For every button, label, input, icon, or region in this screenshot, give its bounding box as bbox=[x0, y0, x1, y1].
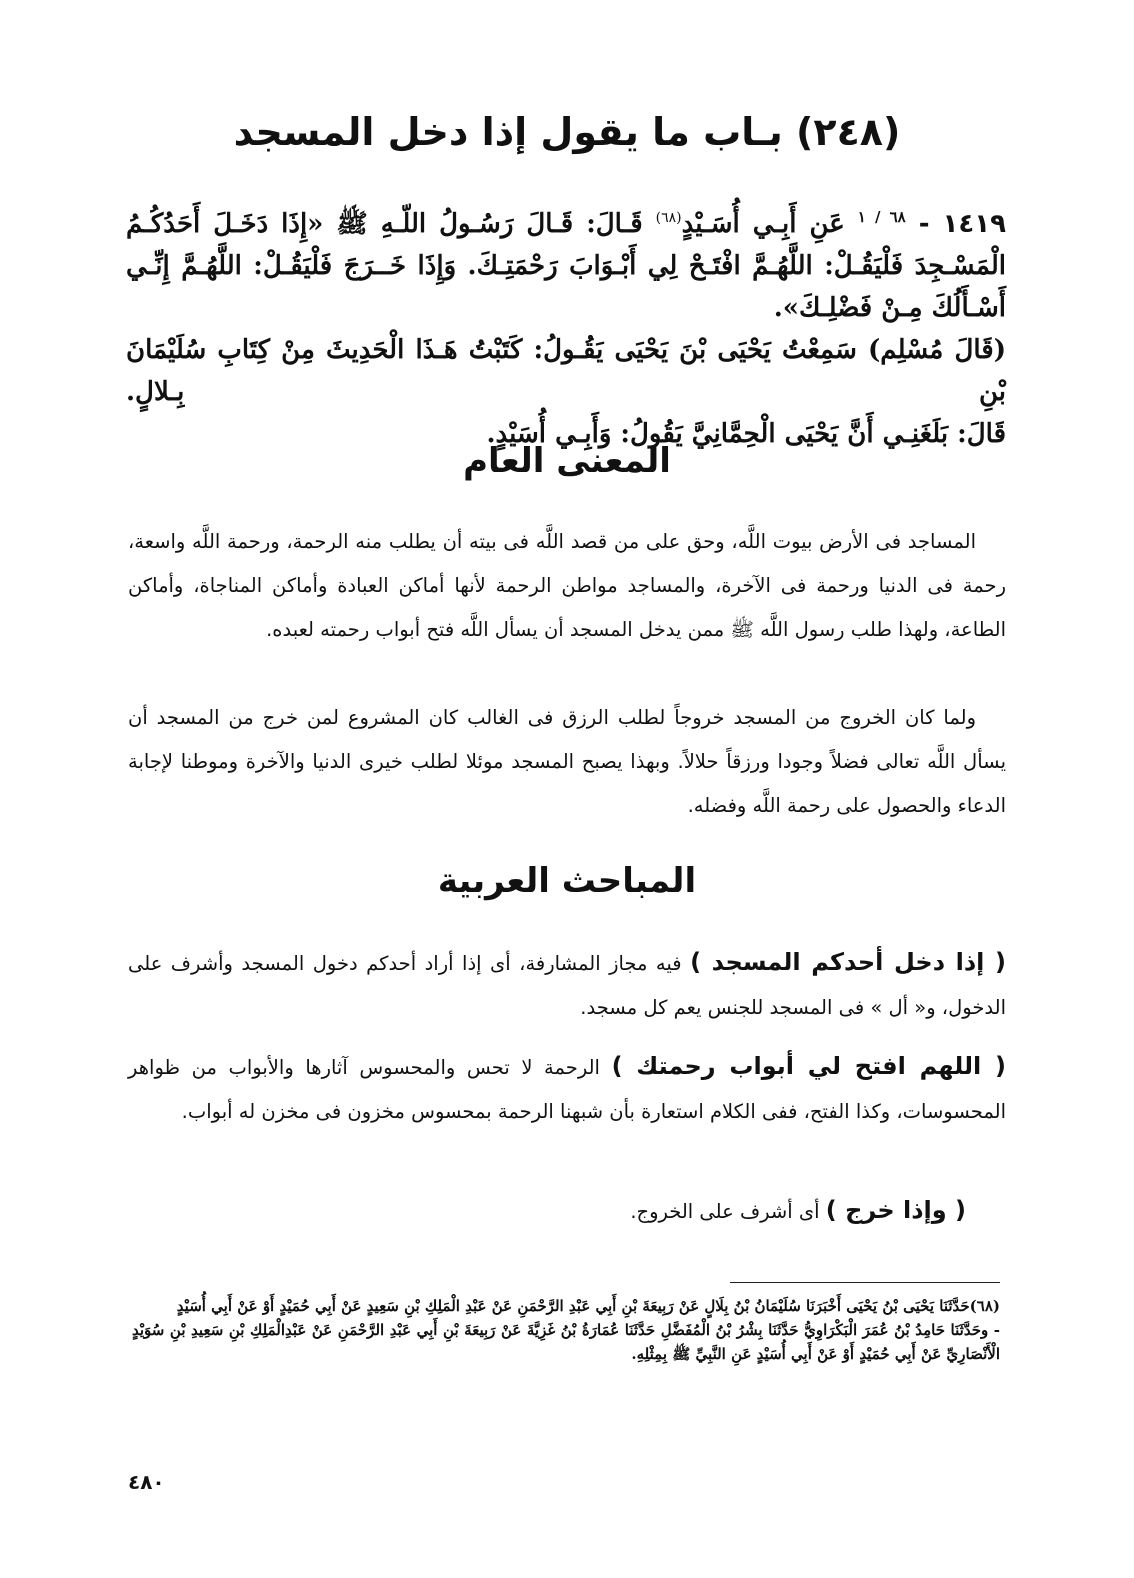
lemma-text: الرحمة لا تحس والمحسوس آثارها والأبواب من ظواهر المحسوسات، وكذا الفتح، ففى الكلام استعارة بأن شبهنا الرحمة بمحسوس مخزون فى مخزن له أبواب. bbox=[128, 1056, 1006, 1123]
lemma-1 bbox=[128, 940, 1006, 1030]
footnote-68: (٦٨)حَدَّثَنَا يَحْيَى بْنُ يَحْيَى أَخْبَرَنَا سُلَيْمَانُ بْنُ بِلَالٍ عَنْ رَبِيعَةَ بْنِ أَبِي عَبْدِ الرَّحْمَنِ عَنْ عَبْدِ الْمَلِكِ بْنِ سَعِيدٍ عَنْ أَبِي حُمَيْدٍ أَوْ عَنْ أَبِي أُسَيْدٍ bbox=[176, 1297, 1000, 1315]
lemma-3 bbox=[128, 1188, 966, 1234]
hadith-text-1: عَنِ أَبِـي أُسَـيْدٍ bbox=[681, 209, 845, 239]
hadith-block bbox=[126, 196, 1006, 455]
hadith-text-1b: قَـالَ: قَـالَ رَسُـولُ اللّـهِ ﷺ «إِذَا دَخَـلَ أَحَدُكُـمُ الْمَسْـجِدَ فَلْيَقُـلْ: اللَّهُـمَّ افْتَـحْ لِي أَبْـوَابَ رَحْمَتِـكَ. وَإِذَا خَــرَجَ فَلْيَقُـلْ: اللَّهُـمَّ إِنِّـي أَسْـأَلُكَ مِـنْ فَضْلِـكَ». bbox=[126, 209, 1006, 323]
chapter-title: (٢٤٨) بـاب ما يقول إذا دخل المسجد bbox=[233, 110, 901, 154]
hadith-text-3: قَالَ: بَلَغَنِـي أَنَّ يَحْيَى الْحِمَّانِيَّ يَقُولُ: وَأَبِـي أُسَيْدٍ. bbox=[486, 419, 1006, 449]
hadith-fraction: ٦٨ / ١ bbox=[857, 208, 906, 226]
hadith-number: ١٤١٩ - bbox=[918, 209, 1006, 239]
footnotes bbox=[132, 1294, 1000, 1366]
lemma-text: فيه مجاز المشارفة، أى إذا أراد أحدكم دخول المسجد وأشرف على الدخول، و« أل » فى المسجد للجنس يعم كل مسجد. bbox=[128, 952, 1006, 1019]
section-title-arabic-topics: المباحث العربية bbox=[437, 861, 697, 901]
lemma-text: أى أشرف على الخروج. bbox=[630, 1200, 826, 1223]
section-title-general-meaning: المعنى العام bbox=[463, 441, 671, 481]
lemma-2 bbox=[128, 1044, 1006, 1134]
page-number: ٤٨٠ bbox=[128, 1470, 165, 1494]
paragraph-2: ولما كان الخروج من المسجد خروجاً لطلب الرزق فى الغالب كان المشروع لمن خرج من المسجد أن يسأل اللَّه تعالى فضلاً وجودا ورزقاً حلالاً. وبهذا يصبح المسجد موئلا لطلب خيرى الدنيا والآخرة وموطنا لإجابة الدعاء والحصول على رحمة اللَّه وفضله. bbox=[128, 706, 1006, 817]
lemma-term: ( اللهم افتح لي أبواب رحمتك ) bbox=[611, 1052, 1007, 1080]
footnote-divider bbox=[730, 1282, 1000, 1283]
lemma-term: ( وإذا خرج ) bbox=[825, 1196, 966, 1224]
lemma-term: ( إذا دخل أحدكم المسجد ) bbox=[690, 948, 1006, 976]
footnote-reference[interactable]: (٦٨) bbox=[655, 210, 682, 226]
paragraph-1: المساجد فى الأرض بيوت اللَّه، وحق على من قصد اللَّه فى بيته أن يطلب منه الرحمة، ورحمة اللَّه واسعة، رحمة فى الدنيا ورحمة فى الآخرة، والمساجد مواطن الرحمة لأنها أماكن العبادة وأماكن المناجاة، وأماكن الطاعة، ولهذا طلب رسول اللَّه ﷺ ممن يدخل المسجد أن يسأل اللَّه فتح أبواب رحمته لعبده. bbox=[128, 530, 1006, 641]
hadith-text-2: (قَالَ مُسْلِم) سَمِعْتُ يَحْيَى بْنَ يَحْيَى يَقُـولُ: كَتَبْتُ هَـذَا الْحَدِيثَ مِنْ كِتَابِ سُلَيْمَانَ بْنِ بِـلالٍ. bbox=[126, 335, 1006, 407]
footnote-68-continuation: - وحَدَّثَنَا حَامِدُ بْنُ عُمَرَ الْبَكْرَاوِيُّ حَدَّثَنَا بِشْرُ بْنُ الْمُفَضَّلِ حَدَّثَنَا عُمَارَةُ بْنُ غَزِيَّةَ عَنْ رَبِيعَةَ بْنِ أَبِي عَبْدِ الرَّحْمَنِ عَنْ عَبْدِالْمَلِكِ بْنِ سَعِيدِ بْنِ سُوَيْدٍ الْأَنْصَارِيِّ عَنْ أَبِي حُمَيْدٍ أَوْ عَنْ أَبِي أُسَيْدٍ عَنِ النَّبِيِّ ﷺ بِمِثْلِهِ. bbox=[132, 1321, 1000, 1363]
